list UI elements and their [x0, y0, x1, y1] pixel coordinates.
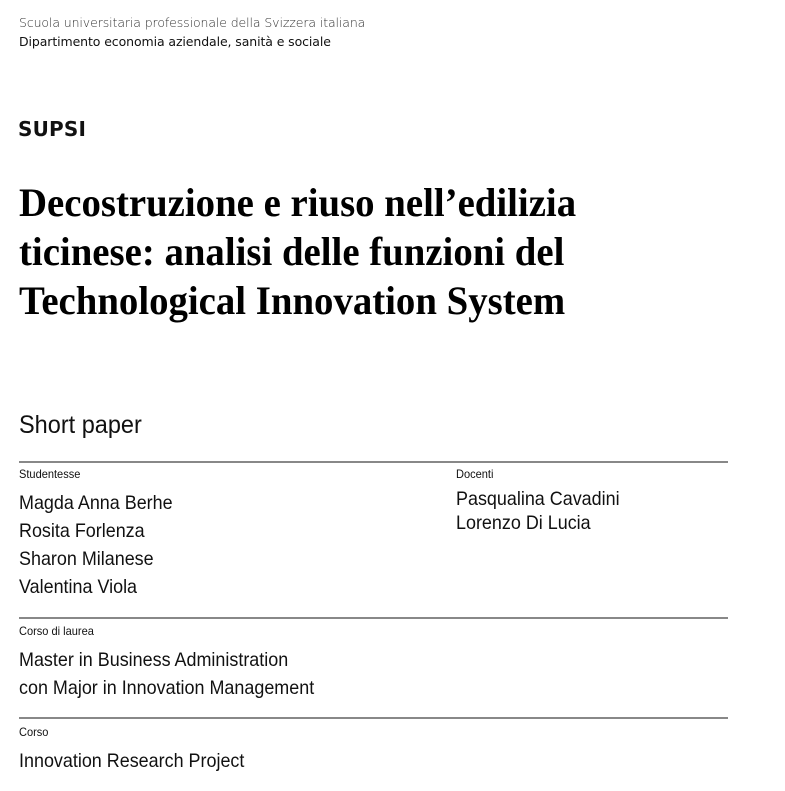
- supsi-logo: SUPSI: [18, 117, 87, 141]
- degree-label: Corso di laurea: [19, 624, 94, 638]
- teacher-name: Lorenzo Di Lucia: [456, 512, 591, 534]
- teacher-name: Pasqualina Cavadini: [456, 488, 620, 510]
- divider: [19, 461, 728, 463]
- teachers-section: [456, 467, 634, 535]
- document-title: [19, 178, 698, 325]
- document-type: Short paper: [19, 411, 142, 439]
- divider: [19, 717, 728, 719]
- title-line: Technological Innovation System: [19, 278, 566, 323]
- degree-line: Master in Business Administration: [19, 649, 289, 671]
- teachers-label: Docenti: [456, 467, 494, 481]
- student-name: Magda Anna Berhe: [19, 492, 173, 514]
- students-label: Studentesse: [19, 467, 81, 481]
- course-section: [19, 725, 264, 775]
- institution-name: Scuola universitaria professionale della Svizzera italiana: [19, 15, 366, 30]
- title-line: Decostruzione e riuso nell’edilizia: [19, 180, 577, 225]
- student-name: Sharon Milanese: [19, 548, 154, 570]
- degree-line: con Major in Innovation Management: [19, 677, 315, 699]
- student-name: Rosita Forlenza: [19, 520, 145, 542]
- course-value: Innovation Research Project: [19, 750, 245, 772]
- teachers-list: [456, 487, 634, 535]
- student-name: Valentina Viola: [19, 576, 138, 598]
- degree-lines: [19, 646, 340, 702]
- course-value-wrap: [19, 747, 264, 775]
- students-list: [19, 489, 186, 601]
- divider: [19, 617, 728, 619]
- course-label: Corso: [19, 725, 49, 739]
- degree-section: [19, 624, 340, 702]
- students-section: [19, 467, 186, 601]
- department-name: Dipartimento economia aziendale, sanità e sociale: [19, 34, 331, 49]
- title-line: ticinese: analisi delle funzioni del: [19, 229, 565, 274]
